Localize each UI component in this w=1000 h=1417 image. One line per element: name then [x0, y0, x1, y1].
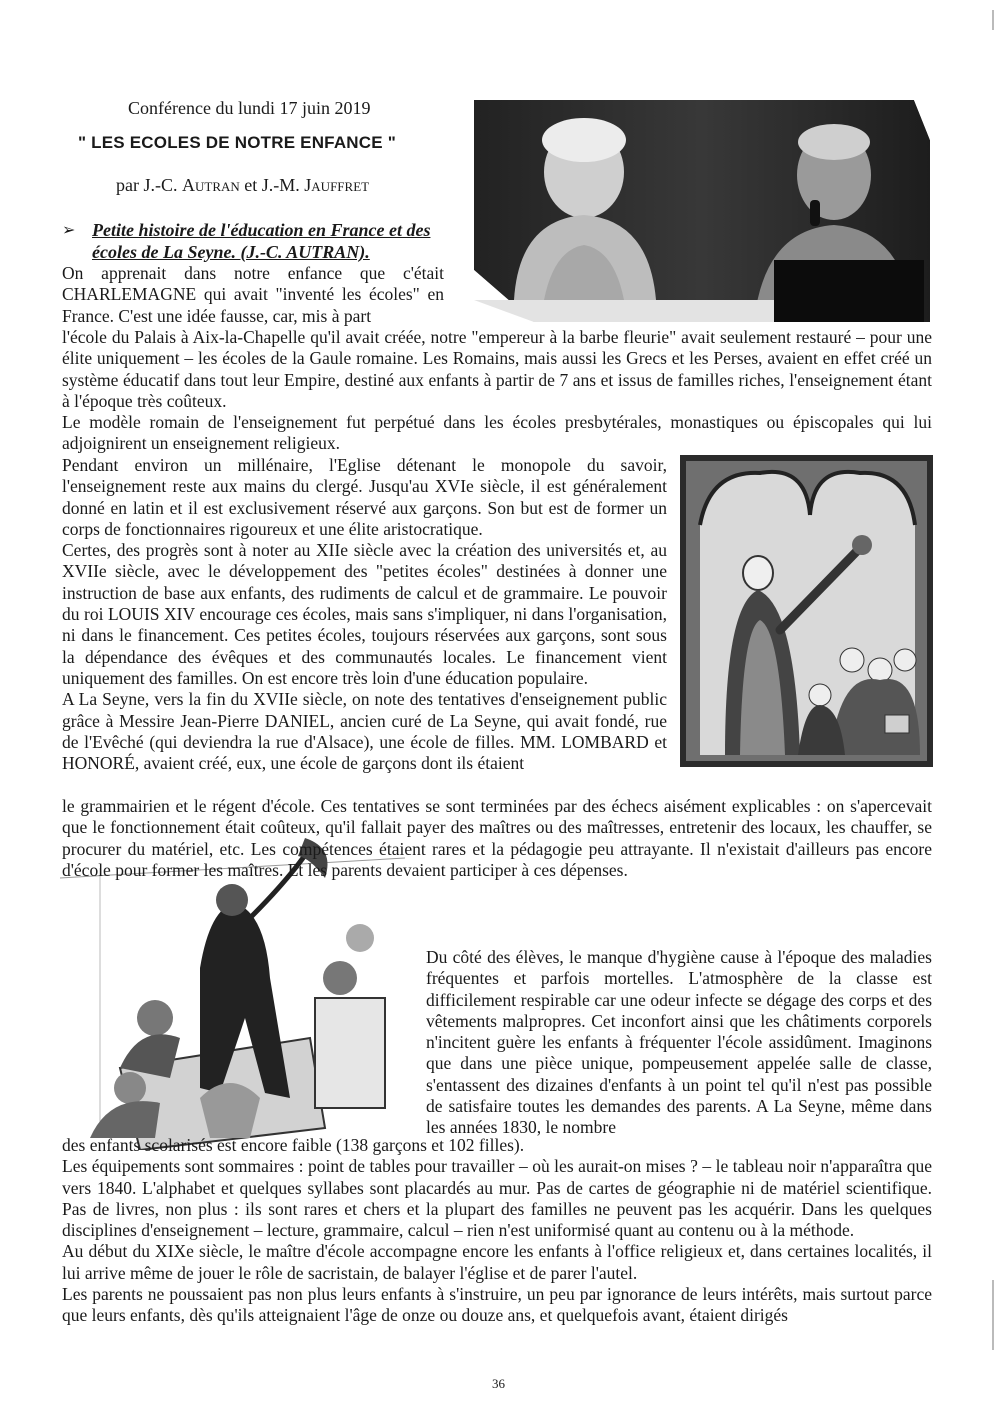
- author-autran: Autran: [182, 175, 240, 195]
- paragraph: Au début du XIXe siècle, le maître d'école accompagne encore les enfants à l'office religieux et, dans certaines localités, il lui arrive même de jouer le rôle de sacristain, de balayer l'église et de parer l'autel.: [62, 1241, 932, 1283]
- paragraph-intro: On apprenait dans notre enfance que c'était CHARLEMAGNE qui avait "inventé les écoles" en France. C'est une idée fausse, car, mis à part: [62, 263, 444, 326]
- page-title: " LES ECOLES DE NOTRE ENFANCE ": [78, 133, 396, 152]
- scan-edge-mark: [992, 1280, 994, 1350]
- body-block-1: [62, 327, 932, 455]
- section-heading-text: Petite histoire de l'éducation en France et des écoles de La Seyne. (J.-C. AUTRAN).: [92, 220, 431, 262]
- paragraph: l'école du Palais à Aix-la-Chapelle qu'il avait créée, notre "empereur à la barbe fleurie" avait seulement restauré – pour une élite uniquement – les écoles de la Gaule romaine. Les Romains, mais aussi les Grecs et les Perses, avaient en effet créé un système éducatif dans tout leur Empire, destiné aux enfants à partir de 7 ans et issus de familles riches, l'enseignement étant à l'époque très coûteux.: [62, 327, 932, 411]
- byline-prefix: par J.-C.: [116, 175, 182, 195]
- conference-date: Conférence du lundi 17 juin 2019: [128, 98, 371, 118]
- body-block-3: [62, 1135, 932, 1327]
- caricature-classroom-illustration: [60, 838, 405, 1150]
- bullet-arrow-icon: ➢: [62, 220, 76, 239]
- paragraph: Le modèle romain de l'enseignement fut perpétué dans les écoles presbytérales, monastiques ou épiscopales qui lui adjoignirent un enseignement religieux.: [62, 412, 932, 454]
- scan-edge-mark: [992, 10, 994, 30]
- page-number: 36: [492, 1376, 505, 1391]
- author-jauffret: Jauffret: [304, 175, 370, 195]
- body-block-2: [62, 455, 667, 774]
- paragraph: Pendant environ un millénaire, l'Eglise détenant le monopole du savoir, l'enseignement reste aux mains du clergé. Jusqu'au XVIe siècle, il est généralement donné en latin et il est exclusivement réservé aux garçons. Son but est de former un corps de fonctionnaires rigoureux et une élite aristocratique.: [62, 455, 667, 539]
- byline: [116, 175, 369, 196]
- medieval-school-illustration: [680, 455, 933, 767]
- paragraph: A La Seyne, vers la fin du XVIIe siècle, on note des tentatives d'enseignement public grâce à Messire Jean-Pierre DANIEL, ancien curé de La Seyne, qui avait fondé, rue de l'Evêché (qui deviendra la rue d'Alsace), une école de filles. MM. LOMBARD et HONORÉ, avaient créé, eux, une école de garçons dont ils étaient: [62, 689, 667, 774]
- paragraph: Les équipements sont sommaires : point de tables pour travailler – où les aurait-on mises ? – le tableau noir n'apparaîtra que vers 1840. L'alphabet et quelques syllabes sont placardés au mur. Pas de cartes de géographie ni de matériel scientifique. Pas de livres, non plus : ils sont rares et chers et la plupart des familles ne peuvent pas les acquérir. Dans les quelques disciplines d'enseignement – lecture, grammaire, calcul – rien n'est uniformisé quant au contenu ou à la méthode.: [62, 1156, 932, 1241]
- paragraph: Certes, des progrès sont à noter au XIIe siècle avec la création des universités et, au XVIIe siècle, avec le développement des "petites écoles" destinées à donner une instruction de base aux enfants, des rudiments de calcul et de grammaire. Le pouvoir du roi LOUIS XIV encourage ces écoles, mais sans s'impliquer, ni dans l'organisation, ni dans le financement. Ces petites écoles, toujours réservées aux garçons, sont sous la dépendance des évêques et des communautés locales. Le financement vient uniquement des familles. On est encore très loin d'une éducation populaire.: [62, 540, 667, 688]
- section-heading: [62, 219, 442, 263]
- paragraph: Les parents ne poussaient pas non plus leurs enfants à s'instruire, un peu par ignorance de leurs intérêts, mais surtout parce que leurs enfants, dès qu'ils atteignaient l'âge de onze ou douze ans, et quelquefois avant, étaient dirigés: [62, 1284, 932, 1326]
- paragraph: des enfants scolarisés est encore faible (138 garçons et 102 filles).: [62, 1135, 525, 1155]
- speakers-photo: [474, 100, 930, 322]
- paragraph-lead: le grammairien et le régent d'école. Ces tentatives se sont terminées par des échecs aisément explicables : on s'apercevait que le fonctionnement était coûteux, qu'il fallait payer des maîtres ou des maîtresses, entretenir des locaux, les chauffer, se procurer du matériel, etc. Les compétences étaient rares et la pédagogie peu attrayante. Il n'existait d'ailleurs pas encore d'école pour former les maîtres. Et les parents devaient participer à ces dépenses.: [62, 796, 932, 880]
- byline-and: et J.-M.: [239, 175, 305, 195]
- paragraph-hygiene: Du côté des élèves, le manque d'hygiène cause à l'époque des maladies fréquentes et parfois mortelles. L'atmosphère de la classe est difficilement respirable car une odeur infecte se dégage des corps et des vêtements malpropres. Cet inconfort ainsi que les châtiments corporels n'incitent guère les enfants à fréquenter l'école assidûment. Imaginons que dans une pièce unique, pompeusement appelée salle de classe, s'entassent des dizaines d'enfants à un point tel qu'il n'est pas possible de satisfaire toutes les demandes des parents. A La Seyne, même dans les années 1830, le nombre: [426, 947, 932, 1138]
